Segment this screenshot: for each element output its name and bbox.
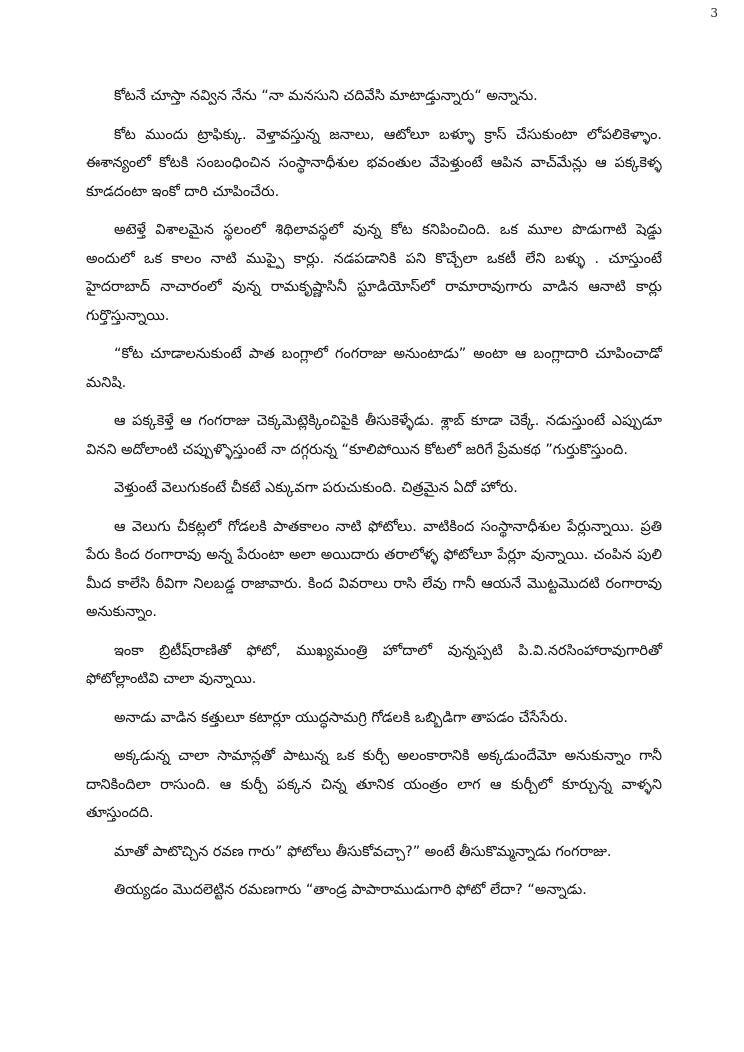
- paragraph-10: అక్కడున్న చాలా సామాన్లతో పాటున్న ఒక కుర్చీ అలంకారానికి అక్కడుందేమో అనుకున్నాం గానీ దానికిందిలా రాసుంది. ఆ కుర్చీ పక్కన చిన్న తూనిక యంత్రం లాగ ఆ కుర్చీలో కూర్చున్న వాళ్ళని తూస్తుందది.: [86, 748, 662, 821]
- paragraph-11: మాతో పాటొచ్చిన రవణ గారు” ఫోటోలు తీసుకోవచ్చా?” అంటే తీసుకొమ్మన్నాడు గంగరాజు.: [114, 843, 612, 860]
- paragraph-3: అటెళ్తే విశాలమైన స్థలంలో శిథిలావస్థలో వున్న కోట కనిపించింది. ఒక మూల పొడుగాటి షెడ్డు అందులో ఒక కాలం నాటి ముప్పై కార్లు. నడపడానికి పని కొచ్చేలా ఒకటీ లేని బళ్ళు . చూస్తుంటే హైదరాబాద్ నాచారంలో వున్న రామకృష్ణాసినీ స్టూడియోస్‌లో రామారావుగారు వాడిన ఆనాటి కార్లు గుర్తొస్తున్నాయి.: [86, 222, 662, 324]
- paragraph-5: ఆ పక్కకెళ్తే ఆ గంగరాజు చెక్కమెట్లెక్కించిపైకి తీసుకెళ్ళేడు. శ్లాబ్ కూడా చెక్కే. నడుస్తుంటే ఎప్పుడూ వినని అదోలాంటి చప్పుళ్ళొస్తుంటే నా దగ్గరున్న “కూలిపోయిన కోటలో జరిగే ప్రేమకథ ”గుర్తుకొస్తుంది.: [86, 413, 662, 458]
- page-number: 3: [710, 6, 718, 20]
- paragraph-12: తియ్యడం మొదలెట్టిన రమణగారు “తాండ్ర పాపారాముడుగారి ఫోటో లేదా? “అన్నాడు.: [114, 882, 587, 898]
- paragraph-7: ఆ వెలుగు చీకట్లలో గోడలకి పాతకాలం నాటి ఫోటోలు. వాటికింద సంస్థానాధీశుల పేర్లున్నాయి. ప్రతి పేరు కింద రంగారావు అన్న పేరుంటా అలా అయిదారు తరాలోళ్ళ ఫోటోలూ పేర్లూ వున్నాయి. చంపిన పులి మీద కాలేసి ఠీవిగా నిలబడ్డ రాజావారు. కింద వివరాలు రాసి లేవు గానీ ఆయనే మొట్టమొదటి రంగారావు అనుకున్నాం.: [86, 518, 662, 620]
- paragraph-9: అనాడు వాడిన కత్తులూ కటార్లూ యుద్ధసామగ్రి గోడలకి ఒబ్బిడిగా తాపడం చేసేసేరు.: [114, 709, 568, 726]
- paragraph-8: ఇంకా బ్రిటీష్‌రాణితో ఫోటో, ముఖ్యమంత్రి హోదాలో వున్నప్పటి పి.వి.నరసింహారావుగారితో ఫోటోల్లాంటివి చాలా వున్నాయి.: [86, 642, 662, 687]
- paragraph-1: కోటనే చూస్తా నవ్విన నేను “నా మనసుని చదివేసి మాటాడ్తున్నారు“ అన్నాను.: [114, 88, 538, 104]
- document-body: [86, 82, 662, 915]
- paragraph-6: వెళ్తుంటే వెలుగుకంటే చీకటే ఎక్కువగా పరుచుకుంది. చిత్రమైన ఏదో హోరు.: [114, 480, 518, 496]
- paragraph-2: కోట ముందు ట్రాఫిక్కు. వెళ్తావస్తున్న జనాలు, ఆటోలూ బళ్ళూ క్రాస్ చేసుకుంటా లోపలికెళ్ళాం. ఈశాన్యంలో కోటకి సంబంధించిన సంస్థానాధీశుల భవంతుల వేపెళ్తుంటే ఆపిన వాచ్‌మేన్లు ఆ పక్కకెళ్ళ కూడదంటా ఇంకో దారి చూపించేరు.: [86, 126, 662, 200]
- paragraph-4: “కోట చూడాలనుకుంటే పాత బంగ్లాలో గంగరాజు అనుంటాడు” అంటా ఆ బంగ్లాదారి చూపించాడో మనిషి.: [86, 346, 662, 391]
